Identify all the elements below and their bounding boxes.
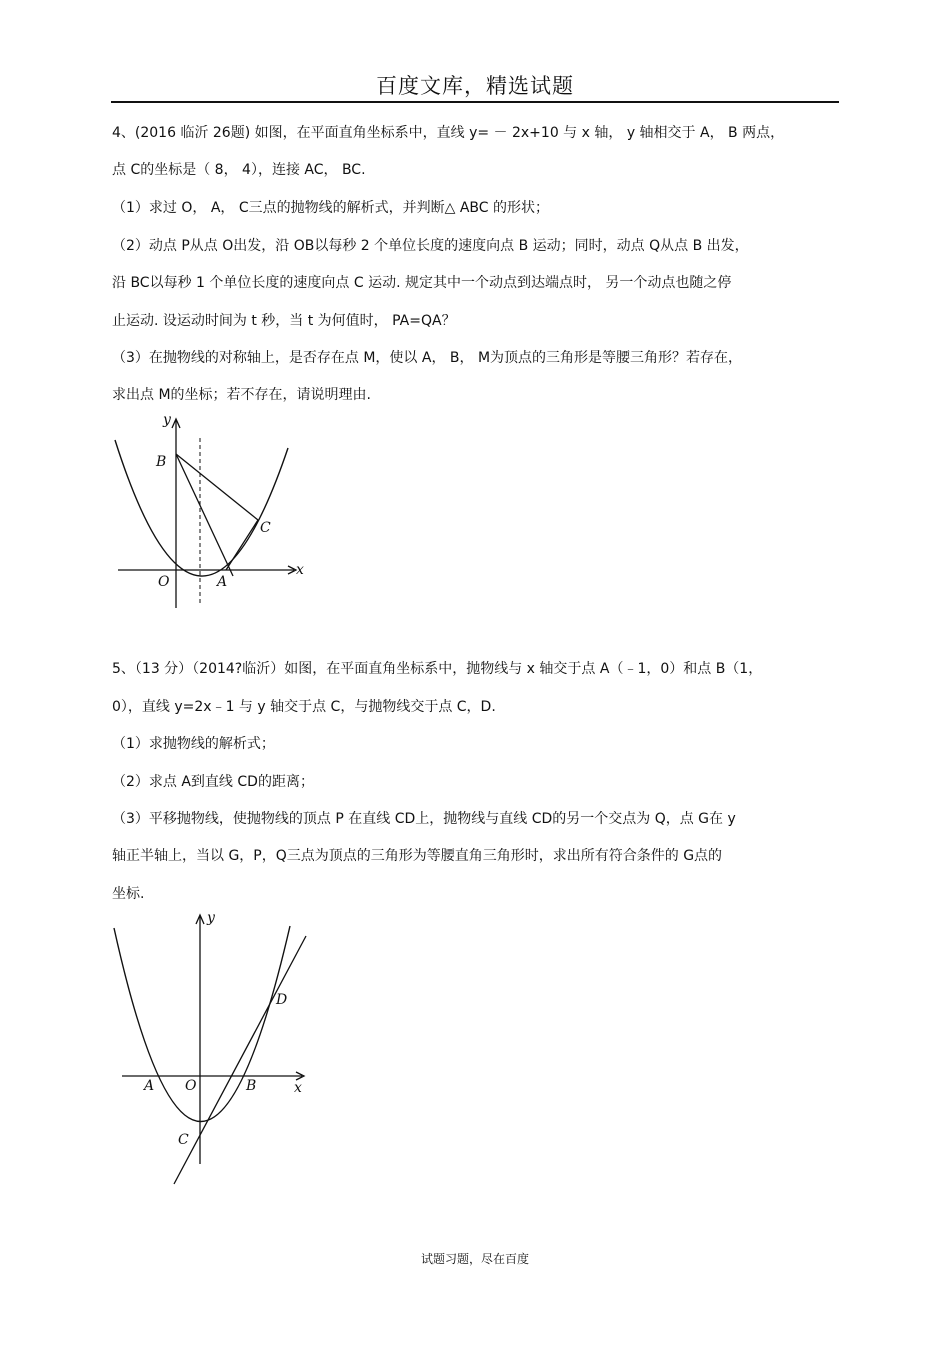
problem4-line-2: 点 C的坐标是（ 8， 4），连接 AC， BC.: [112, 162, 366, 178]
label-y: y: [163, 412, 171, 428]
page-title: 百度文库，精选试题: [376, 74, 574, 98]
line-ac: [226, 520, 258, 570]
header-divider: [111, 101, 839, 103]
problem4-line-5: 沿 BC以每秒 1 个单位长度的速度向点 C 运动. 规定其中一个动点到达端点时， 另一个动点也随之停: [112, 275, 732, 291]
label-d: D: [276, 992, 288, 1008]
problem5-line-3: （1）求抛物线的解析式；: [112, 736, 275, 752]
problem4-line-1: 4、(2016 临沂 26题) 如图，在平面直角坐标系中，直线 y= － 2x+10 与 x 轴， y 轴相交于 A， B 两点，: [112, 125, 785, 141]
problem5-line-4: （2）求点 A到直线 CD的距离；: [112, 774, 314, 790]
label-o: O: [185, 1078, 197, 1094]
problem4-line-3: （1）求过 O， A， C三点的抛物线的解析式，并判断△ ABC 的形状；: [112, 200, 550, 216]
problem4-line-7: （3）在抛物线的对称轴上，是否存在点 M，使以 A， B， M为顶点的三角形是等腰三角形？若存在，: [112, 350, 743, 366]
problem4-line-4: （2）动点 P从点 O出发，沿 OB以每秒 2 个单位长度的速度向点 B 运动；同时，动点 Q从点 B 出发，: [112, 238, 749, 254]
problem5-line-2: 0），直线 y=2x﹣1 与 y 轴交于点 C，与抛物线交于点 C，D.: [112, 699, 496, 715]
label-c: C: [178, 1132, 189, 1148]
label-a: A: [144, 1078, 155, 1094]
problem5-line-5: （3）平移抛物线，使抛物线的顶点 P 在直线 CD上，抛物线与直线 CD的另一个交点为 Q，点 G在 y: [112, 811, 736, 827]
line-cd: [174, 936, 306, 1184]
label-x: x: [296, 562, 304, 578]
problem5-line-7: 坐标.: [112, 886, 145, 902]
label-b: B: [246, 1078, 257, 1094]
page-footer: 试题习题，尽在百度: [420, 1252, 529, 1266]
label-c: C: [260, 520, 271, 536]
label-x: x: [294, 1080, 302, 1096]
problem4-figure: [108, 408, 308, 610]
line-bc: [176, 454, 258, 520]
label-b: B: [156, 454, 167, 470]
problem5-line-6: 轴正半轴上，当以 G，P，Q三点为顶点的三角形为等腰直角三角形时，求出所有符合条件的 G点的: [112, 848, 723, 864]
label-y: y: [207, 910, 215, 926]
problem5-figure: [108, 906, 313, 1186]
label-o: O: [158, 574, 170, 590]
parabola-curve: [114, 926, 290, 1122]
line-ba: [176, 454, 233, 576]
problem5-line-1: 5、（13 分）（2014?临沂）如图，在平面直角坐标系中，抛物线与 x 轴交于点 A（﹣1，0）和点 B（1，: [112, 661, 763, 677]
problem4-line-6: 止运动. 设运动时间为 t 秒，当 t 为何值时， PA=QA？: [112, 313, 456, 329]
problem4-line-8: 求出点 M的坐标；若不存在，请说明理由.: [112, 387, 371, 403]
label-a: A: [217, 574, 228, 590]
